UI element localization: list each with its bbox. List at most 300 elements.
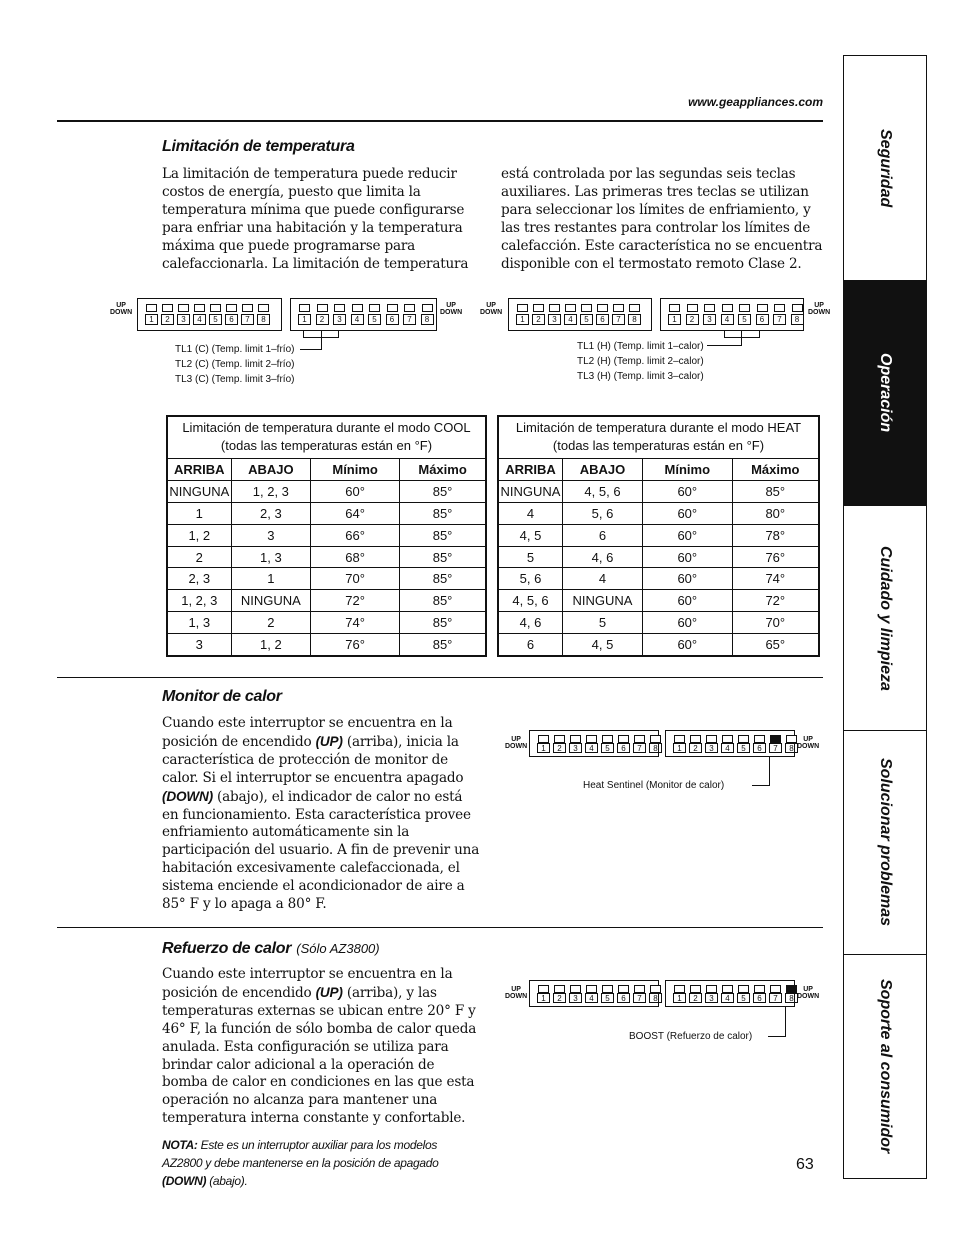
switch-lever: [687, 304, 698, 312]
up-down-legend: [440, 302, 462, 316]
switch-lever: [549, 304, 560, 312]
table-cell: 1: [231, 568, 311, 590]
switch-lever: [770, 735, 781, 743]
table-row: [168, 612, 486, 634]
down-emphasis: (DOWN): [162, 1174, 207, 1188]
column-header: ABAJO: [563, 459, 643, 481]
table-cell: NINGUNA: [499, 480, 563, 502]
dip-switch: [738, 303, 751, 326]
down-label: DOWN: [797, 743, 820, 750]
switch-number: 5: [601, 993, 614, 1003]
paragraph: [162, 715, 480, 914]
switch-number: 7: [241, 314, 254, 325]
table-row: [499, 502, 819, 524]
table-cell: 65°: [732, 634, 818, 656]
dip-switch: [209, 303, 222, 326]
up-down-legend: [808, 302, 830, 316]
leader-line: [724, 337, 760, 338]
switch-lever: [334, 304, 345, 312]
up-label: UP: [486, 302, 496, 309]
dip-switch: [617, 734, 630, 754]
table-cell: 85°: [400, 612, 486, 634]
leader-line: [768, 1036, 786, 1037]
boost-text: [162, 966, 480, 1128]
dip-switch: [737, 734, 750, 754]
switch-number: 7: [773, 314, 786, 325]
switch-number: 7: [633, 743, 646, 753]
switch-number: 5: [580, 314, 593, 325]
switch-lever: [602, 735, 613, 743]
dip-switch-bank: [529, 980, 659, 1007]
paragraph: está controlada por las segundas seis teclas auxiliares. Las primeras tres teclas se utilizan para seleccionar los límites de enfriamiento, y las tres restantes para controlar los límites de calefacción. Este característica no se encuentra disponible con el termostato remoto Clase 2.: [501, 166, 823, 272]
dip-switch: [612, 303, 625, 326]
table-cell: 60°: [311, 480, 400, 502]
table-cell: 66°: [311, 524, 400, 546]
switch-lever: [581, 304, 592, 312]
paragraph: [162, 966, 480, 1128]
tl2-heat-label: TL2 (H) (Temp. limit 2–calor): [577, 356, 704, 367]
table-cell: 70°: [311, 568, 400, 590]
table-cell: NINGUNA: [563, 590, 643, 612]
tab-label: Soporte al consumidor: [877, 979, 894, 1154]
dip-switch: [769, 984, 782, 1004]
table-row: [168, 546, 486, 568]
table-cell: 60°: [643, 590, 733, 612]
up-label: UP: [446, 302, 456, 309]
table-cell: 1, 3: [168, 612, 232, 634]
up-down-legend: [110, 302, 132, 316]
column-header: Máximo: [732, 459, 818, 481]
switch-lever: [194, 304, 205, 312]
table-cell: 1, 2: [168, 524, 232, 546]
down-label: DOWN: [480, 309, 503, 316]
table-row: [168, 634, 486, 656]
dip-switch: [569, 734, 582, 754]
dip-switch: [737, 984, 750, 1004]
leader-line: [752, 785, 770, 786]
down-label: DOWN: [797, 993, 820, 1000]
dip-switch: [351, 303, 364, 326]
switch-lever: [722, 735, 733, 743]
dip-switch: [596, 303, 609, 326]
switch-lever: [387, 304, 398, 312]
switch-lever: [634, 985, 645, 993]
dip-switch: [386, 303, 399, 326]
switch-number: 4: [585, 743, 598, 753]
table-cell: 76°: [311, 634, 400, 656]
dip-switch: [161, 303, 174, 326]
switch-number: 6: [225, 314, 238, 325]
table-cell: 70°: [732, 612, 818, 634]
switch-lever: [634, 735, 645, 743]
switch-number: 2: [532, 314, 545, 325]
switch-lever: [258, 304, 269, 312]
switch-number: 4: [721, 743, 734, 753]
switch-lever: [786, 735, 797, 743]
up-label: UP: [511, 986, 521, 993]
switch-number: 6: [756, 314, 769, 325]
dip-switch: [721, 984, 734, 1004]
column-header: Máximo: [400, 459, 486, 481]
tab-solucionar[interactable]: [844, 731, 926, 955]
switch-number: 5: [209, 314, 222, 325]
switch-lever: [369, 304, 380, 312]
switch-number: 3: [703, 314, 716, 325]
switch-lever: [669, 304, 680, 312]
dip-switch-bank: [529, 730, 659, 757]
caption-line: (todas las temperaturas están en °F): [220, 438, 433, 453]
table-cell: 4, 5: [563, 634, 643, 656]
heat-limit-labels: [577, 339, 704, 384]
temp-limit-text-col2: [501, 166, 826, 273]
switch-lever: [570, 985, 581, 993]
column-header: Mínimo: [311, 459, 400, 481]
table-caption: [498, 416, 819, 458]
dip-switch: [145, 303, 158, 326]
switch-number: 4: [564, 314, 577, 325]
switch-number: 5: [368, 314, 381, 325]
leader-line: [300, 349, 322, 350]
dip-switch: [705, 734, 718, 754]
table-cell: 4: [563, 568, 643, 590]
switch-number: 2: [553, 743, 566, 753]
column-header: ABAJO: [231, 459, 311, 481]
switch-lever: [618, 985, 629, 993]
switch-lever: [650, 735, 661, 743]
dip-switch: [585, 984, 598, 1004]
section-title-temp-limit: Limitación de temperatura: [162, 138, 355, 155]
switch-lever: [226, 304, 237, 312]
dip-switch: [298, 303, 311, 326]
table-cell: 85°: [400, 524, 486, 546]
switch-number: 1: [145, 314, 158, 325]
table-cell: 4, 5: [499, 524, 563, 546]
table-cell: 60°: [643, 568, 733, 590]
leader-line: [785, 1007, 786, 1037]
boost-label: BOOST (Refuerzo de calor): [629, 1031, 753, 1042]
switch-number: 8: [785, 993, 798, 1003]
switch-number: 2: [316, 314, 329, 325]
dip-switch: [241, 303, 254, 326]
switch-number: 1: [673, 743, 686, 753]
switch-number: 3: [177, 314, 190, 325]
switch-lever: [706, 735, 717, 743]
tab-label: Operación: [877, 353, 894, 433]
dip-switch: [333, 303, 346, 326]
text-run: (abajo), el indicador de calor no está en funcionamiento. Esta característica provee enfriamiento automáticamente sin la participación del usuario. A fin de prevenir una habitación excesivamente calefaccionada, el sistema enciende el acondicionador de aire a 85° F y lo apaga a 80° F.: [162, 788, 480, 913]
table-row: [168, 590, 486, 612]
boost-subtitle: (Sólo AZ3800): [296, 941, 380, 956]
dip-switch: [368, 303, 381, 326]
dip-switch-bank: [665, 730, 795, 757]
switch-lever: [586, 735, 597, 743]
switch-number: 5: [738, 314, 751, 325]
dip-switch: [548, 303, 561, 326]
dip-switch: [649, 734, 662, 754]
switch-number: 7: [612, 314, 625, 325]
up-emphasis: (UP): [315, 733, 343, 749]
dip-switch: [257, 303, 270, 326]
dip-switch: [773, 303, 786, 326]
down-label: DOWN: [505, 993, 528, 1000]
column-header: ARRIBA: [168, 459, 232, 481]
table-cell: 85°: [400, 568, 486, 590]
dip-switch-bank: [660, 298, 804, 331]
table-row: [168, 568, 486, 590]
leader-line: [741, 330, 742, 346]
switch-lever: [618, 735, 629, 743]
switch-number: 3: [569, 993, 582, 1003]
note-label: NOTA:: [162, 1138, 198, 1152]
table-cell: 76°: [732, 546, 818, 568]
table-cell: 4, 6: [499, 612, 563, 634]
switch-lever: [774, 304, 785, 312]
switch-number: 5: [737, 743, 750, 753]
table-cell: 72°: [732, 590, 818, 612]
table-cell: NINGUNA: [168, 480, 232, 502]
table-cell: 85°: [400, 590, 486, 612]
switch-lever: [404, 304, 415, 312]
boost-title: Refuerzo de calor: [162, 940, 292, 957]
switch-number: 4: [721, 993, 734, 1003]
switch-number: 3: [705, 993, 718, 1003]
up-down-legend: [797, 986, 819, 1000]
caption-line: Limitación de temperatura durante el modo COOL: [182, 420, 471, 435]
up-label: UP: [511, 736, 521, 743]
column-header: ARRIBA: [499, 459, 563, 481]
switch-lever: [565, 304, 576, 312]
website-url: www.geappliances.com: [688, 95, 823, 109]
switch-lever: [739, 304, 750, 312]
table-cell: 4, 6: [563, 546, 643, 568]
switch-number: 8: [785, 743, 798, 753]
switch-number: 8: [649, 993, 662, 1003]
switch-number: 1: [537, 743, 550, 753]
switch-number: 8: [421, 314, 434, 325]
dip-switch: [585, 734, 598, 754]
tab-soporte[interactable]: [844, 955, 926, 1178]
up-down-legend: [505, 986, 527, 1000]
down-label: DOWN: [110, 309, 133, 316]
dip-switch: [633, 984, 646, 1004]
switch-lever: [674, 985, 685, 993]
caption-line: Limitación de temperatura durante el modo HEAT: [515, 420, 802, 435]
table-cell: 1, 2, 3: [168, 590, 232, 612]
table-cell: 72°: [311, 590, 400, 612]
dip-switch: [703, 303, 716, 326]
table-cell: 64°: [311, 502, 400, 524]
dip-switch: [564, 303, 577, 326]
dip-switch: [673, 734, 686, 754]
dip-switch: [537, 734, 550, 754]
switch-lever: [792, 304, 803, 312]
switch-lever: [586, 985, 597, 993]
dip-switch: [633, 734, 646, 754]
leader-line: [707, 345, 742, 346]
table-cell: 85°: [400, 502, 486, 524]
column-header: Mínimo: [643, 459, 733, 481]
switch-lever: [754, 985, 765, 993]
dip-switch: [553, 734, 566, 754]
tl1-cool-label: TL1 (C) (Temp. limit 1–frío): [175, 344, 295, 355]
switch-lever: [178, 304, 189, 312]
tab-operacion[interactable]: [844, 281, 926, 506]
table-cell: 68°: [311, 546, 400, 568]
switch-lever: [554, 735, 565, 743]
up-emphasis: (UP): [315, 984, 343, 1000]
switch-number: 1: [298, 314, 311, 325]
dip-switch: [193, 303, 206, 326]
switch-number: 8: [628, 314, 641, 325]
dip-switch: [316, 303, 329, 326]
table-cell: 1: [168, 502, 232, 524]
table-cell: 85°: [732, 480, 818, 502]
switch-number: 7: [403, 314, 416, 325]
text-run: Cuando este interruptor se encuentra en la posición de encendido: [162, 715, 453, 750]
down-label: DOWN: [440, 309, 463, 316]
table-cell: 2: [168, 546, 232, 568]
table-cell: 85°: [400, 480, 486, 502]
table-cell: 1, 2, 3: [231, 480, 311, 502]
switch-lever: [786, 985, 797, 993]
dip-switch: [649, 984, 662, 1004]
switch-number: 2: [553, 993, 566, 1003]
table-cell: 1, 2: [231, 634, 311, 656]
switch-lever: [538, 985, 549, 993]
dip-switch: [721, 734, 734, 754]
table-row: [499, 568, 819, 590]
switch-lever: [602, 985, 613, 993]
switch-lever: [538, 735, 549, 743]
table-row: [499, 634, 819, 656]
switch-lever: [299, 304, 310, 312]
section-tabs: [843, 55, 927, 1179]
tab-cuidado[interactable]: [844, 506, 926, 731]
dip-switch: [753, 984, 766, 1004]
dip-switch: [617, 984, 630, 1004]
table-cell: 60°: [643, 502, 733, 524]
table-cell: 60°: [643, 480, 733, 502]
switch-lever: [210, 304, 221, 312]
dip-switch: [601, 984, 614, 1004]
switch-number: 3: [333, 314, 346, 325]
dip-switch: [177, 303, 190, 326]
temp-limit-text-col1: [162, 166, 472, 273]
switch-lever: [422, 304, 433, 312]
switch-lever: [517, 304, 528, 312]
switch-number: 4: [193, 314, 206, 325]
switch-number: 6: [753, 993, 766, 1003]
heat-sentinel-label: Heat Sentinel (Monitor de calor): [583, 780, 725, 791]
tab-label: Solucionar problemas: [877, 758, 894, 927]
table-cell: 5: [499, 546, 563, 568]
switch-number: 6: [617, 993, 630, 1003]
switch-lever: [162, 304, 173, 312]
table-cell: 3: [168, 634, 232, 656]
dip-switch: [769, 734, 782, 754]
dip-switch: [516, 303, 529, 326]
dip-switch: [689, 984, 702, 1004]
dip-switch-bank: [665, 980, 795, 1007]
switch-number: 2: [161, 314, 174, 325]
switch-lever: [757, 304, 768, 312]
tl2-cool-label: TL2 (C) (Temp. limit 2–frío): [175, 359, 295, 370]
table-cell: 4, 5, 6: [563, 480, 643, 502]
switch-lever: [770, 985, 781, 993]
switch-number: 8: [257, 314, 270, 325]
up-down-legend: [797, 736, 819, 750]
switch-number: 6: [617, 743, 630, 753]
table-row: [168, 524, 486, 546]
cool-limit-table: [167, 416, 486, 656]
dip-switch: [791, 303, 804, 326]
note-text: Este es un interruptor auxiliar para los modelos AZ2800 y debe mantenerse en la posición de apagado: [162, 1138, 439, 1170]
switch-lever: [704, 304, 715, 312]
note-text: (abajo).: [206, 1174, 248, 1188]
dip-switch: [756, 303, 769, 326]
table-cell: 5, 6: [563, 502, 643, 524]
text-run: Cuando este interruptor se encuentra en la posición de encendido: [162, 966, 453, 1001]
leader-line: [303, 337, 339, 338]
switch-lever: [650, 985, 661, 993]
dip-switch: [421, 303, 434, 326]
table-cell: 5, 6: [499, 568, 563, 590]
table-row: [499, 480, 819, 502]
heat-monitor-text: [162, 715, 480, 914]
table-cell: 2: [231, 612, 311, 634]
switch-number: 1: [537, 993, 550, 1003]
switch-lever: [754, 735, 765, 743]
switch-number: 5: [601, 743, 614, 753]
leader-line: [338, 330, 339, 338]
switch-lever: [706, 985, 717, 993]
tl1-heat-label: TL1 (H) (Temp. limit 1–calor): [577, 341, 704, 352]
down-label: DOWN: [808, 309, 831, 316]
dip-switch: [225, 303, 238, 326]
switch-lever: [570, 735, 581, 743]
tab-label: Seguridad: [877, 128, 894, 208]
boost-note: [162, 1136, 462, 1190]
caption-line: (todas las temperaturas están en °F): [552, 438, 765, 453]
dip-switch: [721, 303, 734, 326]
leader-line: [321, 330, 322, 350]
switch-number: 7: [633, 993, 646, 1003]
table-cell: 5: [563, 612, 643, 634]
table-row: [499, 612, 819, 634]
table-cell: 4: [499, 502, 563, 524]
up-label: UP: [814, 302, 824, 309]
switch-number: 2: [689, 743, 702, 753]
leader-line: [303, 330, 304, 338]
table-row: [499, 524, 819, 546]
switch-number: 8: [649, 743, 662, 753]
text-run: (arriba), y las temperaturas externas se ubican entre 20° F y 46° F, la función de sólo bomba de calor queda anulada. Esta configuración se utiliza para brindar calor adicional a la operación de bomba de calor en condiciones en las que esta operación no alcanza para mantener una temperatura interna constante y confortable.: [162, 984, 477, 1127]
up-label: UP: [803, 736, 813, 743]
dip-switch: [403, 303, 416, 326]
switch-lever: [597, 304, 608, 312]
down-emphasis: (DOWN): [162, 788, 213, 804]
section-title-boost: [162, 938, 380, 958]
table-cell: 85°: [400, 546, 486, 568]
dip-switch: [601, 734, 614, 754]
tab-seguridad[interactable]: [844, 56, 926, 281]
page-number: 63: [796, 1156, 814, 1173]
switch-number: 4: [721, 314, 734, 325]
table-cell: 3: [231, 524, 311, 546]
table-cell: NINGUNA: [231, 590, 311, 612]
leader-line: [724, 330, 725, 338]
switch-lever: [738, 735, 749, 743]
